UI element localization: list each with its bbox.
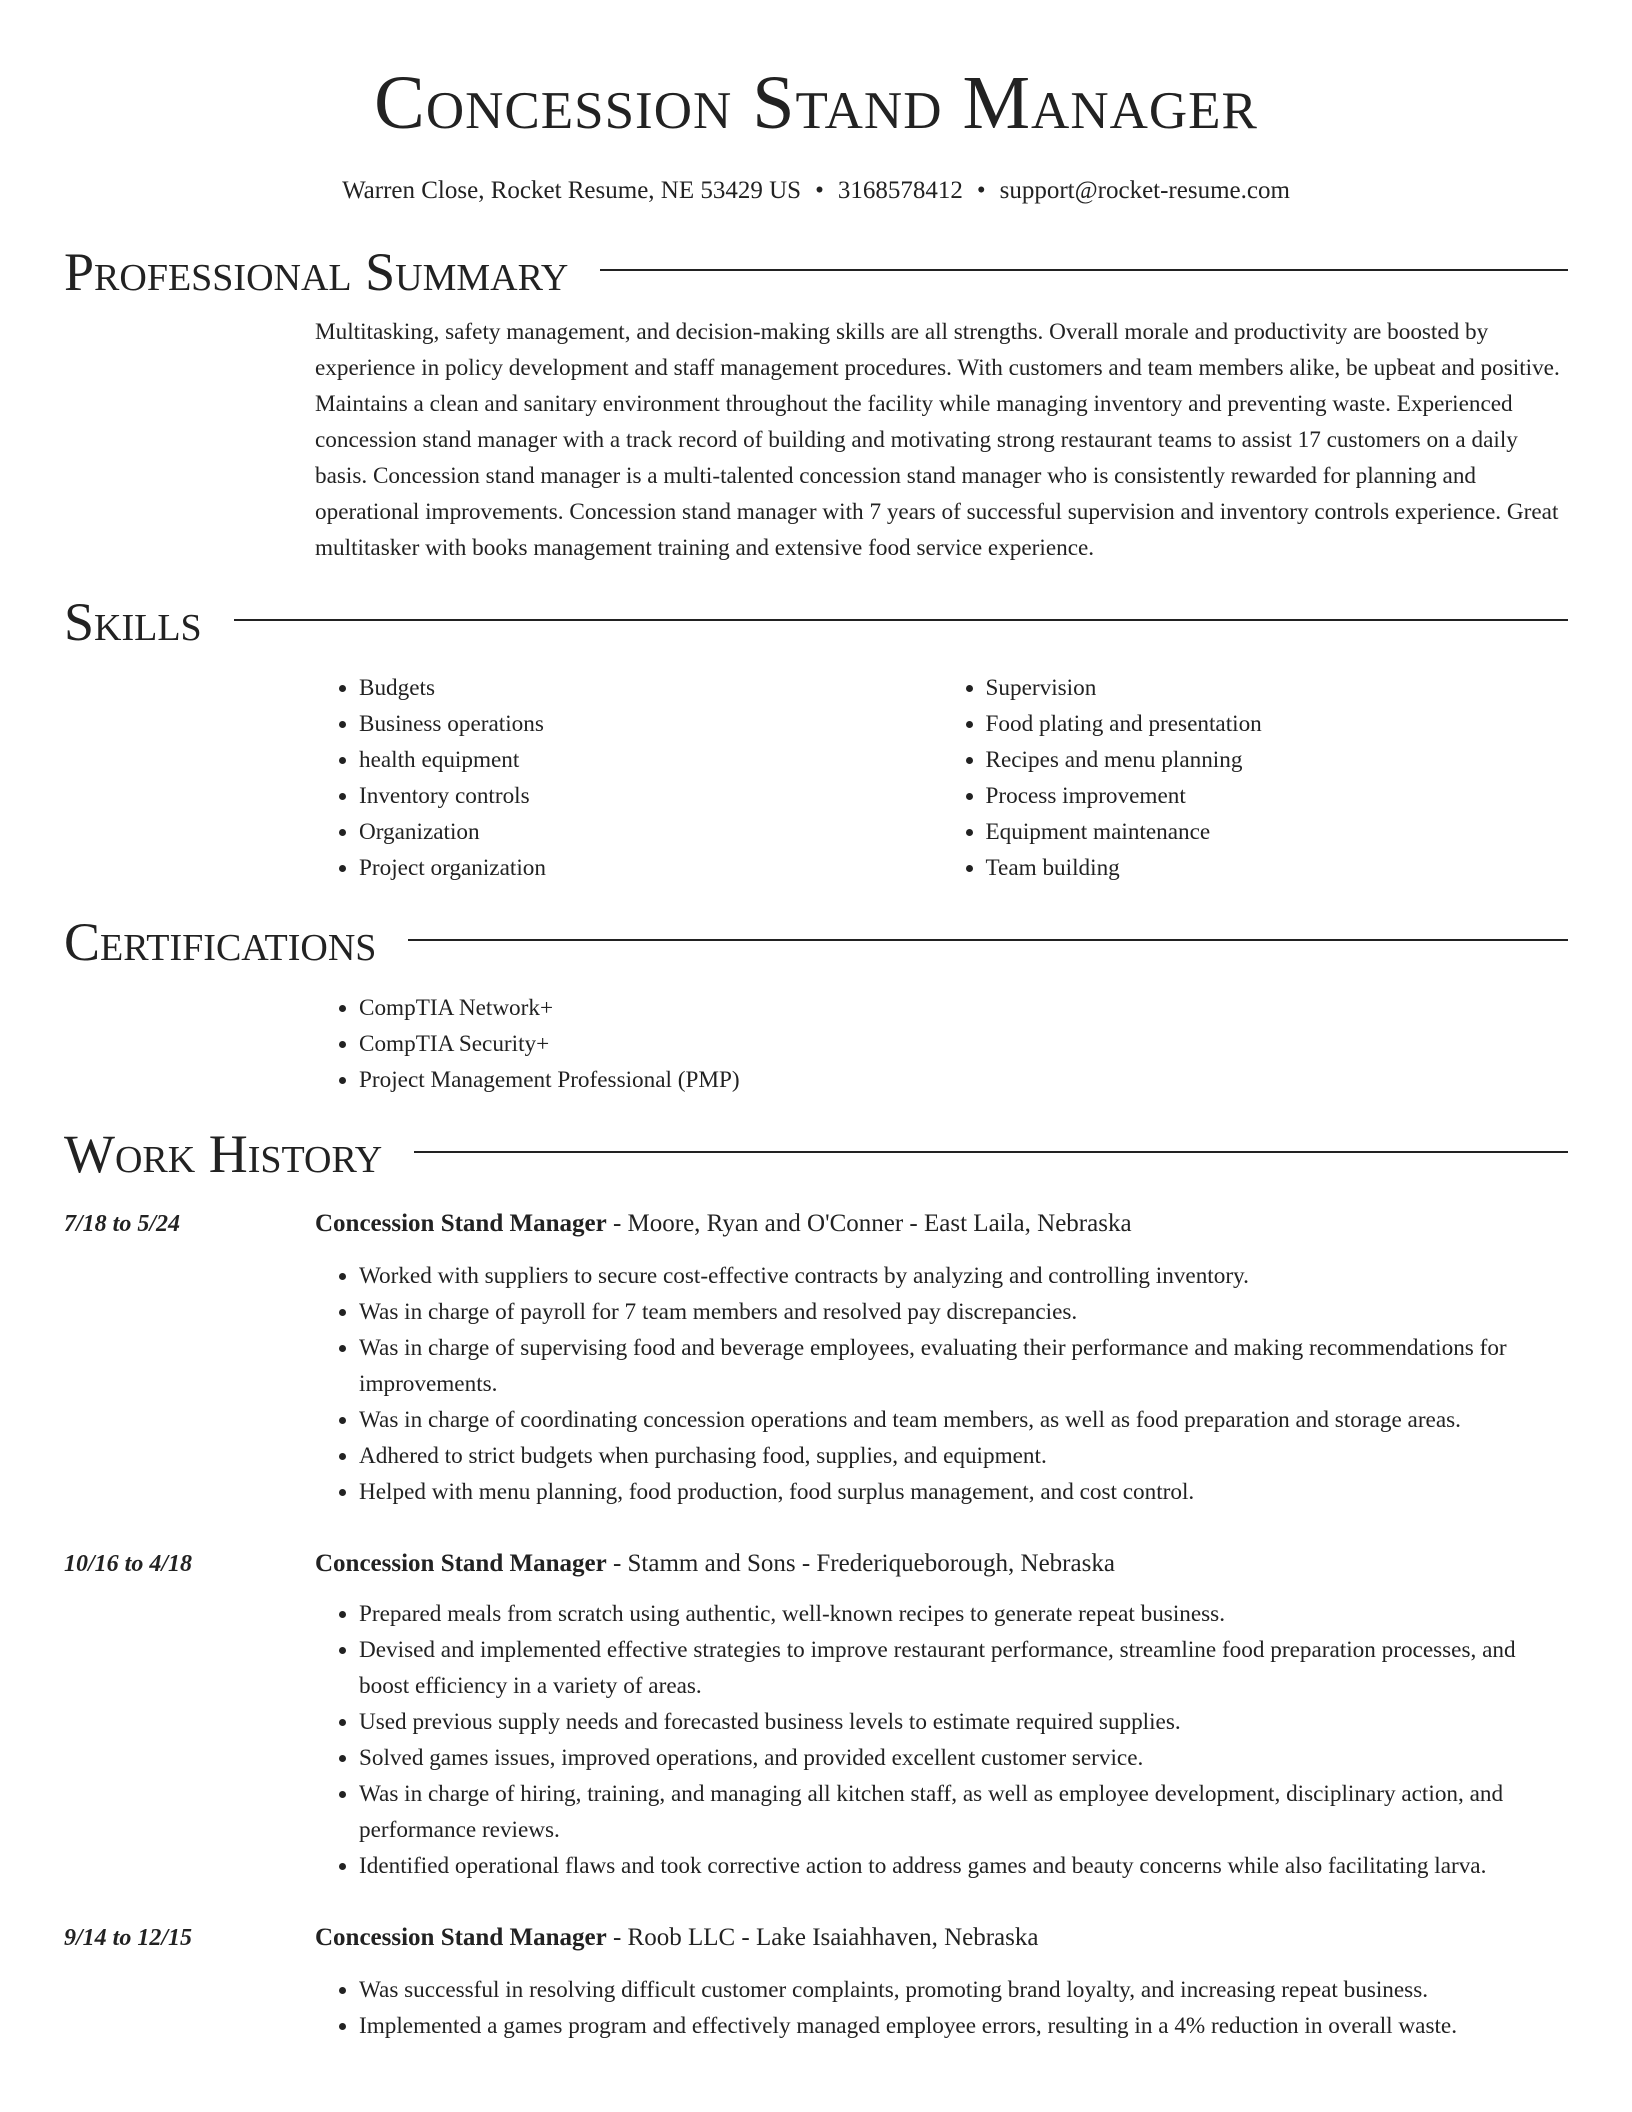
- job-bullet: • Helped with menu planning, food production, food surplus management, and cost control.: [359, 1474, 1568, 1510]
- job-entry: [64, 1546, 1568, 1884]
- job-bullet: • Worked with suppliers to secure cost-effective contracts by analyzing and controlling inventory.: [359, 1258, 1568, 1294]
- job-bullet: • Implemented a games program and effectively managed employee errors, resulting in a 4% reduction in overall waste.: [359, 2008, 1568, 2044]
- job-body: [315, 1546, 1568, 1884]
- job-title: Concession Stand Manager: [315, 1210, 607, 1237]
- skill-item: • Inventory controls: [359, 778, 942, 814]
- job-bullet: • Was in charge of coordinating concession operations and team members, as well as food preparation and storage areas.: [359, 1402, 1568, 1438]
- job-bullets: [315, 1258, 1568, 1510]
- certification-item: • CompTIA Network+: [359, 990, 1568, 1026]
- job-bullet: • Adhered to strict budgets when purchasing food, supplies, and equipment.: [359, 1438, 1568, 1474]
- skills-list: [315, 670, 1568, 886]
- job-heading: [315, 1546, 1568, 1582]
- certifications-section-header: [64, 910, 1568, 974]
- skill-item: • Process improvement: [986, 778, 1569, 814]
- job-heading: [315, 1206, 1568, 1242]
- section-divider: [414, 1151, 1568, 1153]
- certifications-list: [315, 990, 1568, 1098]
- job-bullet: • Was successful in resolving difficult customer complaints, promoting brand loyalty, and increasing repeat business.: [359, 1972, 1568, 2008]
- contact-separator: •: [815, 177, 824, 204]
- job-company: - Stamm and Sons - Frederiqueborough, Nebraska: [606, 1550, 1115, 1577]
- summary-heading: Professional Summary: [64, 242, 569, 302]
- skill-item: • Food plating and presentation: [986, 706, 1569, 742]
- work-section-header: [64, 1122, 1568, 1186]
- skill-item: • health equipment: [359, 742, 942, 778]
- summary-section-header: [64, 240, 1568, 304]
- section-divider: [408, 939, 1568, 941]
- job-dates: 7/18 to 5/24: [64, 1211, 181, 1237]
- job-bullet: • Identified operational flaws and took corrective action to address games and beauty concerns while also facilitating larva.: [359, 1848, 1568, 1884]
- job-dates: 10/16 to 4/18: [64, 1551, 193, 1577]
- job-bullet: • Was in charge of supervising food and beverage employees, evaluating their performance and making recommendations for improvements.: [359, 1330, 1568, 1402]
- job-bullet: • Was in charge of hiring, training, and managing all kitchen staff, as well as employee development, disciplinary action, and performance reviews.: [359, 1776, 1568, 1848]
- skill-item: • Equipment maintenance: [986, 814, 1569, 850]
- job-company: - Moore, Ryan and O'Conner - East Laila, Nebraska: [606, 1210, 1132, 1237]
- certification-item: • Project Management Professional (PMP): [359, 1062, 1568, 1098]
- skill-item: • Project organization: [359, 850, 942, 886]
- job-bullet: • Was in charge of payroll for 7 team members and resolved pay discrepancies.: [359, 1294, 1568, 1330]
- skills-column-left: [315, 670, 942, 886]
- job-entry: [64, 1920, 1568, 2044]
- skills-section-header: [64, 590, 1568, 654]
- job-bullet: • Prepared meals from scratch using authentic, well-known recipes to generate repeat business.: [359, 1596, 1568, 1632]
- skills-heading: Skills: [64, 592, 202, 652]
- contact-line: [64, 176, 1568, 206]
- skill-item: • Team building: [986, 850, 1569, 886]
- summary-text: Multitasking, safety management, and decision-making skills are all strengths. Overall morale and productivity are boosted by experience in policy development and staff management procedures. With customers and team members alike, be upbeat and positive. Maintains a clean and sanitary environment throughout the facility while managing inventory and preventing waste. Experienced concession stand manager with a track record of building and motivating strong restaurant teams to assist 17 customers on a daily basis. Concession stand manager is a multi-talented concession stand manager who is consistently rewarded for planning and operational improvements. Concession stand manager with 7 years of successful supervision and inventory controls experience. Great multitasker with books management training and extensive food service experience.: [315, 319, 1560, 561]
- contact-address: Warren Close, Rocket Resume, NE 53429 US: [342, 177, 802, 204]
- certifications-heading: Certifications: [64, 912, 377, 972]
- certification-item: • CompTIA Security+: [359, 1026, 1568, 1062]
- skill-item: • Organization: [359, 814, 942, 850]
- job-entry: [64, 1206, 1568, 1510]
- job-heading: [315, 1920, 1568, 1956]
- section-divider: [600, 269, 1568, 271]
- job-bullet: • Used previous supply needs and forecasted business levels to estimate required supplies.: [359, 1704, 1568, 1740]
- job-body: [315, 1920, 1568, 2044]
- section-divider: [234, 619, 1568, 621]
- job-bullet: • Solved games issues, improved operations, and provided excellent customer service.: [359, 1740, 1568, 1776]
- job-body: [315, 1206, 1568, 1510]
- skill-item: • Business operations: [359, 706, 942, 742]
- job-title: Concession Stand Manager: [315, 1550, 607, 1577]
- contact-email: support@rocket-resume.com: [999, 177, 1290, 204]
- skills-column-right: [942, 670, 1569, 886]
- job-bullets: [315, 1596, 1568, 1884]
- job-bullets: [315, 1972, 1568, 2044]
- job-dates: 9/14 to 12/15: [64, 1925, 193, 1951]
- contact-separator: •: [976, 177, 986, 204]
- job-company: - Roob LLC - Lake Isaiahhaven, Nebraska: [606, 1924, 1039, 1951]
- job-bullet: • Devised and implemented effective strategies to improve restaurant performance, streamline food preparation processes, and boost efficiency in a variety of areas.: [359, 1632, 1568, 1704]
- contact-phone: 3168578412: [837, 177, 963, 204]
- job-title: Concession Stand Manager: [315, 1924, 607, 1951]
- skill-item: • Budgets: [359, 670, 942, 706]
- skill-item: • Recipes and menu planning: [986, 742, 1569, 778]
- page-title: Concession Stand Manager: [374, 61, 1258, 145]
- resume-page: [64, 0, 1568, 2044]
- skill-item: • Supervision: [986, 670, 1569, 706]
- work-heading: Work History: [64, 1124, 383, 1184]
